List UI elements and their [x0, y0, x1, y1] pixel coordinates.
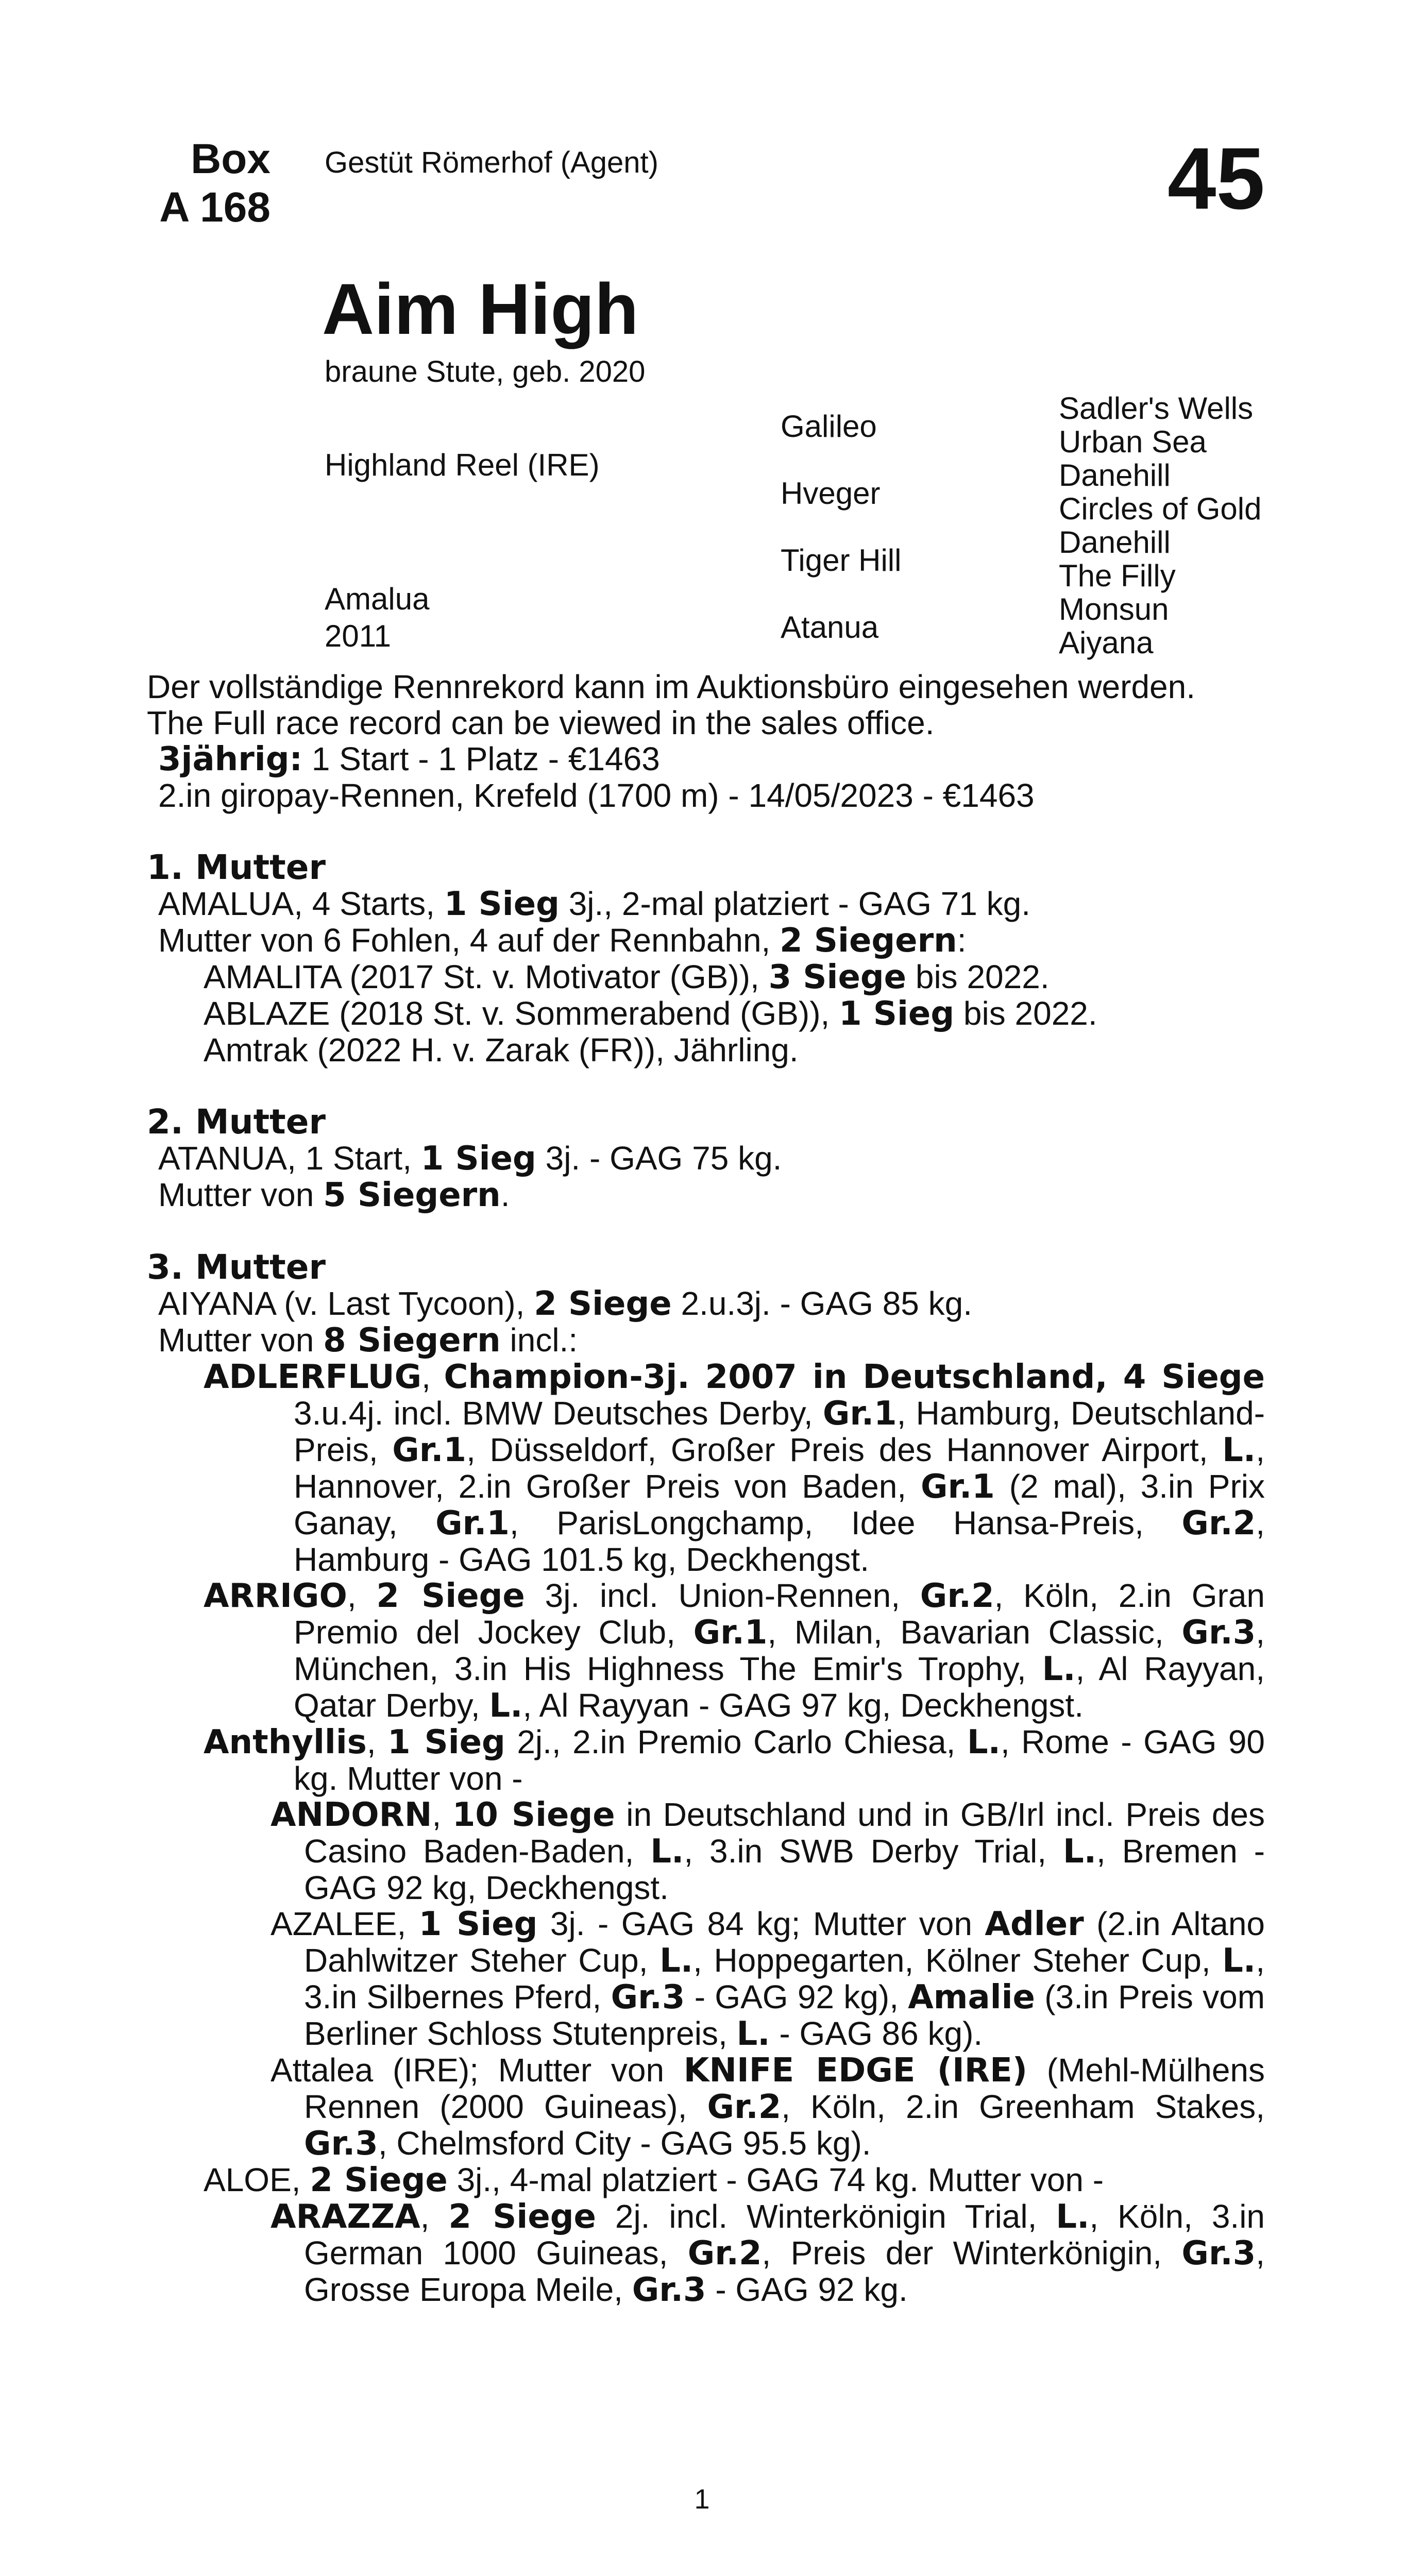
pedigree-g3-8: Aiyana [1059, 625, 1154, 660]
pedigree-g3-5: Danehill [1059, 525, 1171, 560]
dam3-line2: Mutter von 8 Siegern incl.: [158, 1321, 578, 1360]
dam3-line1: AIYANA (v. Last Tycoon), 2 Siege 2.u.3j. - GAG 85 kg. [158, 1285, 973, 1323]
pedigree-g3-3: Danehill [1059, 458, 1171, 493]
produce-attalea: Attalea (IRE); Mutter von KNIFE EDGE (IRE) (Mehl-Mülhens Rennen (2000 Guineas), Gr.2, Köln, 2.in Greenham Stakes, Gr.3, Chelmsford City - GAG 95.5 kg). [270, 2052, 1265, 2163]
produce-anthyllis: Anthyllis, 1 Sieg 2j., 2.in Premio Carlo Chiesa, L., Rome - GAG 90 kg. Mutter von - [204, 1723, 1265, 1797]
age-record: 3jährig: 1 Start - 1 Platz - €1463 [158, 740, 660, 778]
record-note-en: The Full race record can be viewed in the sales office. [147, 704, 935, 741]
horse-description: braune Stute, geb. 2020 [325, 355, 646, 388]
pedigree-sire: Highland Reel (IRE) [325, 448, 600, 482]
consignor: Gestüt Römerhof (Agent) [325, 146, 658, 179]
pedigree-dam-sire: Tiger Hill [781, 543, 902, 578]
pedigree-dam: Amalua [325, 582, 430, 616]
produce-arazza: ARAZZA, 2 Siege 2j. incl. Winterkönigin Trial, L., Köln, 3.in German 1000 Guineas, Gr.2, Preis der Winterkönigin, Gr.3, Grosse Europa Meile, Gr.3 - GAG 92 kg. [270, 2198, 1265, 2309]
box-line-2: A 168 [159, 184, 270, 231]
dam1-line1: AMALUA, 4 Starts, 1 Sieg 3j., 2-mal platziert - GAG 71 kg. [158, 885, 1030, 923]
produce-aloe: ALOE, 2 Siege 3j., 4-mal platziert - GAG 74 kg. Mutter von - [204, 2161, 1104, 2199]
pedigree-dam-year: 2011 [325, 619, 392, 653]
pedigree-g3-2: Urban Sea [1059, 425, 1207, 459]
horse-name: Aim High [322, 268, 639, 349]
dam1-heading: 1. Mutter [147, 848, 326, 887]
page-number: 1 [694, 2484, 710, 2515]
box-line-1: Box [191, 135, 270, 182]
place-record: 2.in giropay-Rennen, Krefeld (1700 m) - 14/05/2023 - €1463 [158, 777, 1035, 814]
dam3-heading: 3. Mutter [147, 1247, 326, 1287]
pedigree-g3-7: Monsun [1059, 592, 1169, 626]
box-label [159, 135, 270, 232]
pedigree-g3-4: Circles of Gold [1059, 492, 1262, 526]
lot-number: 45 [1167, 130, 1265, 228]
record-note-de: Der vollständige Rennrekord kann im Auktionsbüro eingesehen werden. [147, 668, 1195, 705]
race-record-text [147, 669, 1265, 2308]
produce-azalee: AZALEE, 1 Sieg 3j. - GAG 84 kg; Mutter von Adler (2.in Altano Dahlwitzer Steher Cup, L., Hoppegarten, Kölner Steher Cup, L., 3.in Silbernes Pferd, Gr.3 - GAG 92 kg), Amalie (3.in Preis vom Berliner Schloss Stutenpreis, L. - GAG 86 kg). [270, 1905, 1265, 2053]
produce-arrigo: ARRIGO, 2 Siege 3j. incl. Union-Rennen, Gr.2, Köln, 2.in Gran Premio del Jockey Club, Gr.1, Milan, Bavarian Classic, Gr.3, München, 3.in His Highness The Emir's Trophy, L., Al Rayyan, Qatar Derby, L., Al Rayyan - GAG 97 kg, Deckhengst. [204, 1577, 1265, 1725]
dam2-line1: ATANUA, 1 Start, 1 Sieg 3j. - GAG 75 kg. [158, 1140, 782, 1178]
dam2-heading: 2. Mutter [147, 1102, 326, 1142]
pedigree-g3-6: The Filly [1059, 558, 1176, 593]
dam1-foal3: Amtrak (2022 H. v. Zarak (FR)), Jährling. [204, 1031, 799, 1069]
pedigree-sire-dam: Hveger [781, 476, 881, 511]
produce-andorn: ANDORN, 10 Siege in Deutschland und in GB/Irl incl. Preis des Casino Baden-Baden, L., 3.in SWB Derby Trial, L., Bremen - GAG 92 kg, Deckhengst. [270, 1796, 1265, 1906]
pedigree-g3-1: Sadler's Wells [1059, 391, 1254, 426]
dam1-foal1: AMALITA (2017 St. v. Motivator (GB)), 3 Siege bis 2022. [204, 958, 1050, 996]
dam1-foal2: ABLAZE (2018 St. v. Sommerabend (GB)), 1 Sieg bis 2022. [204, 995, 1097, 1033]
pedigree-dam-dam: Atanua [781, 610, 879, 645]
produce-adlerflug: ADLERFLUG, Champion-3j. 2007 in Deutschland, 4 Siege 3.u.4j. incl. BMW Deutsches Derby, Gr.1, Hamburg, Deutschland-Preis, Gr.1, Düsseldorf, Großer Preis des Hannover Airport, L., Hannover, 2.in Großer Preis von Baden, Gr.1 (2 mal), 3.in Prix Ganay, Gr.1, ParisLongchamp, Idee Hansa-Preis, Gr.2, Hamburg - GAG 101.5 kg, Deckhengst. [204, 1358, 1265, 1578]
dam2-line2: Mutter von 5 Siegern. [158, 1176, 510, 1214]
pedigree-sire-sire: Galileo [781, 409, 877, 444]
dam1-line2: Mutter von 6 Fohlen, 4 auf der Rennbahn, 2 Siegern: [158, 922, 967, 960]
